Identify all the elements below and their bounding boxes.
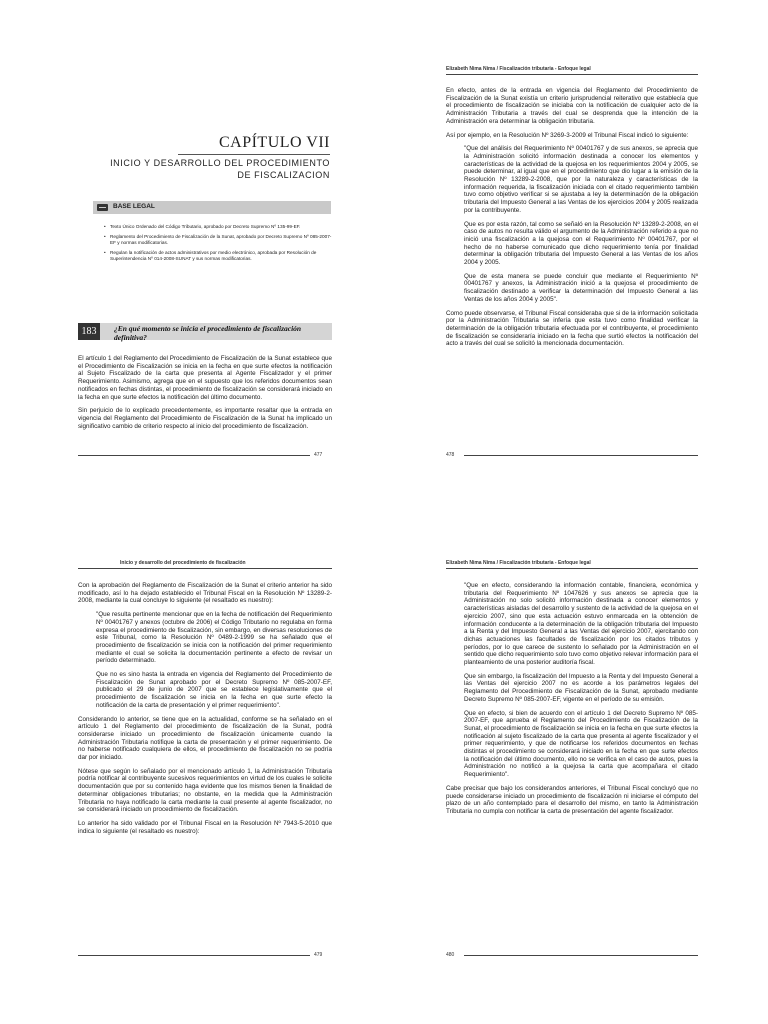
chapter-subtitle-line1: INICIO Y DESARROLLO DEL PROCEDIMIENTO <box>110 158 330 168</box>
list-item: • Regulan la notificación de actos administrativos por medio electrónico, aprobada por Resolución de Superintendencia Nº 014-2008-SUNAT y sus normas modificatorias. <box>104 250 332 262</box>
header-rule <box>446 74 698 75</box>
running-head: Elizabeth Nima Nima / Fiscalización tributaria - Enfoque legal <box>446 66 591 72</box>
chapter-title: CAPÍTULO VII <box>218 134 330 151</box>
page-479 <box>0 512 384 1024</box>
page-number: 478 <box>446 452 455 458</box>
quote: Que de esta manera se puede concluir que mediante el Requerimiento Nº 00401767 y anexos, la Administración inició a la quejosa el procedimiento de fiscalización destinado a verificar la determinación del Impuesto General a las Ventas de los años 2004 y 2005". <box>464 272 698 303</box>
paragraph: Sin perjuicio de lo explicado precedentemente, es importante resaltar que la entrada en vigencia del Reglamento del Procedimiento de Fiscalización de la Sunat ha implicado un significativo cambio de criterio respecto al inicio del procedimiento de fiscalización. <box>78 407 332 430</box>
chapter-subtitle <box>110 157 330 181</box>
quote: "Que del análisis del Requerimiento Nº 00401767 y de sus anexos, se aprecia que la Administración solicitó información destinada a conocer los elementos y características de la actividad de la quejosa en los requerimientos 2004 y 2005, se puede determinar, al igual que en el procedimiento que dio lugar a la emisión de la Resolución Nº 13289-2-2008, que por la naturaleza y características de la información requerida, la fiscalización iniciada con el citado requerimiento también tuvo como objetivo verificar si se ajustaba a ley la determinación de la obligación tributaria del Impuesto General a las Ventas de los ejercicios 2004 y 2005 realizada por la contribuyente. <box>464 145 698 214</box>
question-heading: ¿En qué momento se inicia el procedimiento de fiscalización definitiva? <box>114 324 302 342</box>
body-text <box>446 87 698 354</box>
footer-rule <box>464 955 698 956</box>
running-head: Elizabeth Nima Nima / Fiscalización tributaria - Enfoque legal <box>446 560 591 566</box>
paragraph: Con la aprobación del Reglamento de Fiscalización de la Sunat el criterio anterior ha sido modificado, así lo ha dejado establecido el Tribunal Fiscal en la Resolución Nº 13289-2-2008, mediante la cual concluye lo siguiente (el resaltado es nuestro): <box>78 582 332 605</box>
quote: Que sin embargo, la fiscalización del Impuesto a la Renta y del Impuesto General a las Ventas del ejercicio 2007 no es acorde a los parámetros legales del Reglamento del Procedimiento de Fiscalización de la Sunat, aprobado mediante Decreto Supremo Nº 085-2007-EF, vigente en el período de su emisión. <box>464 672 698 703</box>
page-number: 477 <box>314 452 323 458</box>
paragraph: El artículo 1 del Reglamento del Procedimiento de Fiscalización de la Sunat establece que el Procedimiento de Fiscalización se inicia en la fecha en que surte efectos la notificación al Sujeto Fiscalizado de la carta que presenta al Agente Fiscalizador y el primer Requerimiento. Asimismo, agrega que en el supuesto que los referidos documentos sean notificados en fechas distintas, el procedimiento de fiscalización se considerará iniciado en la fecha en que surte efectos la notificación del último documento. <box>78 355 332 401</box>
paragraph: Como puede observarse, el Tribunal Fiscal consideraba que si de la información solicitada por la Administración Tributaria se infería que esta tuvo como finalidad verificar la determinación de la obligación tributaria efectuada por el contribuyente, el procedimiento de fiscalización se consideraría iniciado en la fecha que surtió efectos la notificación del acto a través del cual se solicitó la mencionada documentación. <box>446 309 699 348</box>
chapter-subtitle-line2: DE FISCALIZACION <box>237 170 330 180</box>
paragraph: Nótese que según lo señalado por el mencionado artículo 1, la Administración Tributaria podría notificar al contribuyente sucesivos requerimientos en virtud de los cuales le solicite documentación que por su contenido haga evidente que los mismos tienen la finalidad de determinar obligaciones tributarias; no obstante, en la medida que la Administración Tributaria no haya notificado la carta mediante la cual presente al agente fiscalizador, no se considerará iniciado un procedimiento de fiscalización. <box>78 767 332 814</box>
page-477 <box>0 0 384 512</box>
quote: Que es por esta razón, tal como se señaló en la Resolución Nº 13289-2-2008, en el caso de autos no resulta válido el argumento de la Administración referido a que no inició una fiscalización a la quejosa con el Requerimiento Nº 00401767, por el hecho de no haberse comunicado que dicho requerimiento tenía por finalidad determinar la obligación tributaria del Impuesto General a las Ventas de los años 2004 y 2005. <box>464 220 698 267</box>
list-item: • Texto Único Ordenado del Código Tributario, aprobado por Decreto Supremo Nº 135-99-EF. <box>104 224 332 230</box>
footer-rule <box>78 955 310 956</box>
quote: Que en efecto, si bien de acuerdo con el artículo 1 del Decreto Supremo Nº 085-2007-EF, que aprueba el Reglamento del Procedimiento de Fiscalización de la Sunat, el procedimiento de fiscalización se inicia en la fecha en que surte efectos la notificación al sujeto fiscalizado de la carta que presenta al agente fiscalizador y el primer requerimiento, y que de notificarse los referidos documentos en fechas distintas el procedimiento se considerará iniciado en la fecha en que surte efectos la notificación del último documento, ello no se verifica en el caso de autos, pues la Administración no notificó a la quejosa la carta que acompañara el citado Requerimiento". <box>464 709 698 779</box>
page-478 <box>384 0 768 512</box>
quote: "Que en efecto, considerando la información contable, financiera, económica y tributaria del Requerimiento Nº 1047626 y sus anexos se aprecia que la Administración no solo solicitó información destinada a conocer elementos y características aisladas del desarrollo y sustento de la actividad de la quejosa en el ejercicio 2007, sino que esta actuación estuvo enmarcada en la obtención de información conducente a la determinación de la obligación tributaria del Impuesto a la Renta y del Impuesto General a las Ventas del ejercicio 2007, ejercitando con dichas actuaciones las facultades de fiscalización por los citados tributos y períodos, por lo que carece de sustento lo señalado por la Administración en el sentido que dicho requerimiento solo tuvo como objetivo relevar información para el planteamiento de una posterior auditoría fiscal. <box>464 582 698 667</box>
quote: "Que resulta pertinente mencionar que en la fecha de notificación del Requerimiento Nº 00401767 y anexos (octubre de 2006) el Código Tributario no regulaba en forma expresa el procedimiento de fiscalización, sin embargo, en diversas resoluciones de este Tribunal, como la Resolución Nº 0489-2-1999 se ha señalado que el procedimiento de fiscalización se inicia con la notificación del primer requerimiento mediante el cual se solicita la documentación pertinente a efecto de revisar un período determinado. <box>96 611 332 665</box>
header-rule <box>446 568 698 569</box>
header-rule <box>78 568 332 569</box>
book-icon <box>97 204 108 211</box>
footer-rule <box>78 455 310 456</box>
footer-rule <box>464 455 698 456</box>
chapter-rule <box>178 154 330 155</box>
page-number: 479 <box>314 952 323 958</box>
paragraph: Cabe precisar que bajo los considerandos anteriores, el Tribunal Fiscal concluyó que no puede considerarse iniciado un procedimiento de fiscalización ni iniciarse el cómputo del plazo de un año contemplado para el desarrollo del mismo, en tanto la Administración Tributaria no cumpla con notificar la carta de presentación del agente fiscalizador. <box>446 784 698 815</box>
base-legal-box <box>93 201 331 214</box>
paragraph: Considerando lo anterior, se tiene que en la actualidad, conforme se ha señalado en el artículo 1 del Reglamento del procedimiento de fiscalización de la Sunat, podrá considerarse iniciado un procedimiento de fiscalización únicamente cuando la Administración Tributaria notifique la carta de presentación y el primer requerimiento. De no haberse notificado cualquiera de ellos, el procedimiento de fiscalización no se podría dar por iniciado. <box>78 715 332 762</box>
question-number: 183 <box>78 323 100 340</box>
page-number: 480 <box>446 952 455 958</box>
page-480 <box>384 512 768 1024</box>
quote: Que no es sino hasta la entrada en vigencia del Reglamento del Procedimiento de Fiscalización de Sunat aprobado por el Decreto Supremo Nº 085-2007-EF, publicado el 29 de junio de 2007 que se establece legislativamente que el procedimiento de fiscalización se inicia en la fecha en que surte efecto la notificación de la carta de presentación y el primer requerimiento". <box>96 671 332 709</box>
paragraph: Así por ejemplo, en la Resolución Nº 3269-3-2009 el Tribunal Fiscal indicó lo siguiente: <box>446 131 689 139</box>
body-text <box>446 582 698 822</box>
paragraph: En efecto, antes de la entrada en vigencia del Reglamento del Procedimiento de Fiscalización de la Sunat existía un criterio jurisprudencial reiterativo que establecía que el procedimiento de fiscalización se iniciaba con la notificación de cualquier acto de la Administración Tributaria a través del cual se desprenda que la intención de la Administración era determinar la obligación tributaria. <box>446 87 698 125</box>
list-item: • Reglamento del Procedimiento de Fiscalización de la Sunat, aprobado por Decreto Supremo Nº 085-2007-EF y normas modificatorias. <box>104 234 332 246</box>
running-head: Inicio y desarrollo del procedimiento de fiscalización <box>120 560 246 566</box>
body-text <box>78 582 332 841</box>
base-legal-label: BASE LEGAL <box>113 203 155 210</box>
base-legal-list <box>104 224 332 266</box>
paragraph: Lo anterior ha sido validado por el Tribunal Fiscal en la Resolución Nº 7943-5-2010 que indica lo siguiente (el resaltado es nuestro): <box>78 819 332 835</box>
body-text <box>78 355 332 436</box>
